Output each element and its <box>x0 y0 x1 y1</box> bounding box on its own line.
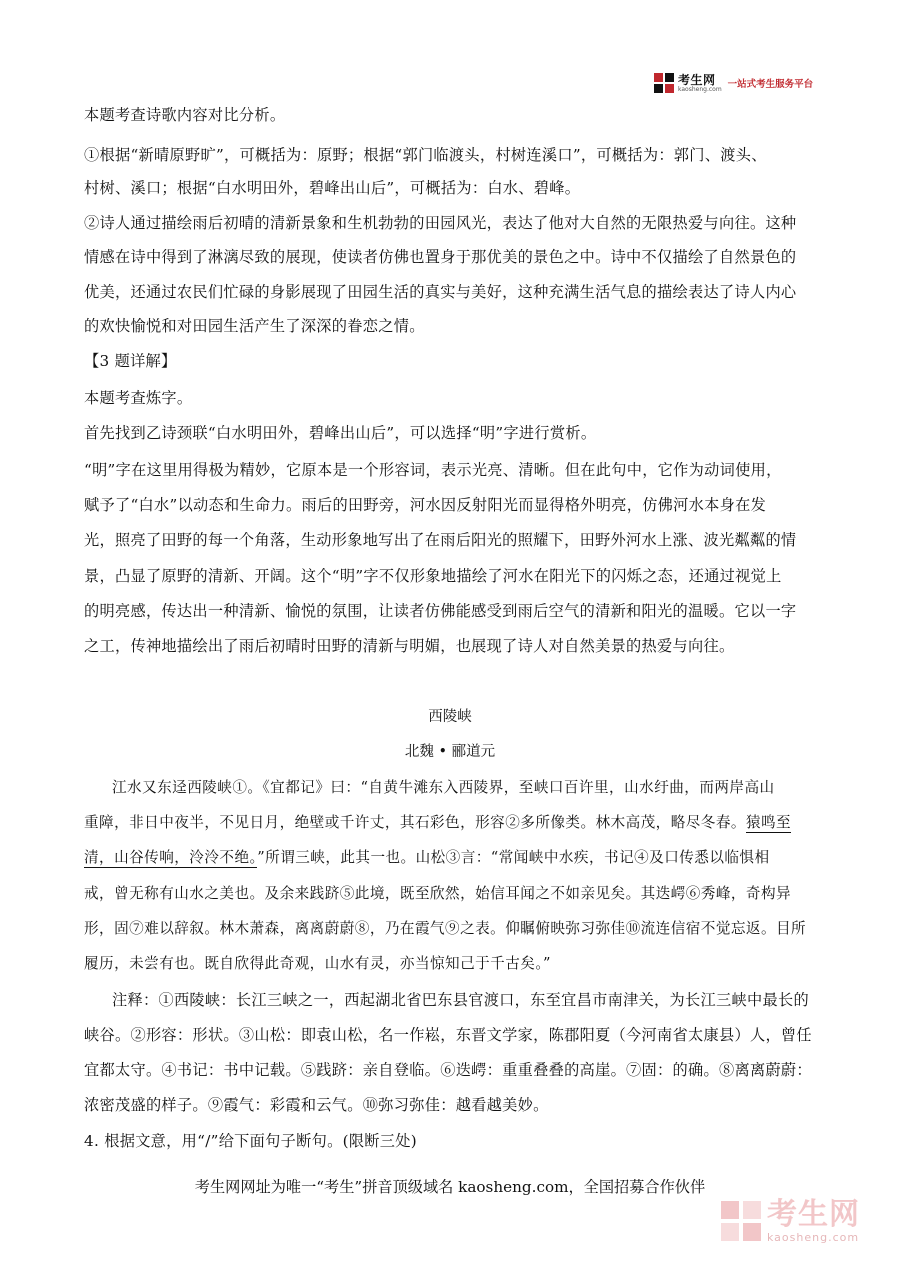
paragraph-line: 赋予了“白水”以动态和生命力。雨后的田野旁，河水因反射阳光而显得格外明亮，仿佛河水本身在发 <box>84 496 767 514</box>
passage-text: 重障，非日中夜半，不见日月，绝壁或千许丈，其石彩色，形容②多所像类。林木高茂，略尽冬春。 <box>84 814 746 831</box>
section-heading: 【3 题详解】 <box>84 352 177 370</box>
paragraph-line: ②诗人通过描绘雨后初晴的清新景象和生机勃勃的田园风光，表达了他对大自然的无限热爱与向往。这种 <box>84 214 797 232</box>
watermark-url: kaosheng.com <box>767 1230 860 1244</box>
passage-author: 北魏 • 郦道元 <box>404 744 496 760</box>
underlined-text: 清，山谷传响，泠泠不绝。 <box>84 849 258 866</box>
notes-line: 注释：①西陵峡：长江三峡之一，西起湖北省巴东县官渡口，东至宜昌市南津关，为长江三峡中最长的 <box>112 991 809 1009</box>
footer-text: 考生网网址为唯一“考生”拼音顶级域名 kaosheng.com，全国招募合作伙伴 <box>194 1178 706 1196</box>
logo-url: kaosheng.com <box>678 85 722 93</box>
paragraph-line: 的欢快愉悦和对田园生活产生了深深的眷恋之情。 <box>84 317 425 335</box>
passage-line: 戒，曾无称有山水之美也。及余来践跻⑤此境，既至欣然，始信耳闻之不如亲见矣。其迭崿⑥秀峰，奇构异 <box>84 885 792 902</box>
paragraph-line: 本题考查诗歌内容对比分析。 <box>84 106 286 124</box>
paragraph-line: “明”字在这里用得极为精妙，它原本是一个形容词，表示光亮、清晰。但在此句中，它作为动词使用， <box>84 461 782 479</box>
watermark <box>719 1196 860 1244</box>
passage-line <box>84 848 770 868</box>
notes-line: 峡谷。②形容：形状。③山松：即袁山松，名一作崧，东晋文学家，陈郡阳夏（今河南省太康县）人，曾任 <box>84 1026 812 1044</box>
paragraph-line: 之工，传神地描绘出了雨后初晴时田野的清新与明媚，也展现了诗人对自然美景的热爱与向往。 <box>84 637 735 655</box>
kaosheng-logo-icon <box>653 72 675 94</box>
watermark-name: 考生网 <box>767 1196 860 1232</box>
logo-name: 考生网 <box>678 72 716 87</box>
paragraph-line: 优美，还通过农民们忙碌的身影展现了田园生活的真实与美好，这种充满生活气息的描绘表达了诗人内心 <box>84 283 797 301</box>
watermark-logo-icon <box>719 1199 763 1243</box>
underlined-text: 猿鸣至 <box>745 814 792 831</box>
passage-line: 形，固⑦难以辞叙。林木萧森，离离蔚蔚⑧，乃在霞气⑨之表。仰瞩俯映弥习弥佳⑩流连信宿不觉忘返。目所 <box>84 920 807 937</box>
logo-slogan: 一站式考生服务平台 <box>727 79 814 90</box>
notes-line: 浓密茂盛的样子。⑨霞气：彩霞和云气。⑩弥习弥佳：越看越美妙。 <box>84 1096 549 1114</box>
paragraph-line: 的明亮感，传达出一种清新、愉悦的氛围，让读者仿佛能感受到雨后空气的清新和阳光的温暖。它以一字 <box>84 602 797 620</box>
passage-line: 江水又东迳西陵峡①。《宜都记》曰：“自黄牛滩东入西陵界，至峡口百许里，山水纡曲，而两岸高山 <box>112 779 775 796</box>
paragraph-line: 村树、溪口；根据“白水明田外，碧峰出山后”，可概括为：白水、碧峰。 <box>84 179 581 197</box>
question-4: 4. 根据文意，用“/”给下面句子断句。(限断三处) <box>84 1132 417 1150</box>
paragraph-line: ①根据“新晴原野旷”，可概括为：原野；根据“郭门临渡头，村树连溪口”，可概括为：郭门、渡头、 <box>84 146 767 164</box>
notes-line: 宜都太守。④书记：书中记载。⑤践跻：亲自登临。⑥迭崿：重重叠叠的高崖。⑦固：的确。⑧离离蔚蔚： <box>84 1061 812 1079</box>
passage-line: 履历，未尝有也。既自欣得此奇观，山水有灵，亦当惊知己于千古矣。” <box>84 955 551 972</box>
paragraph-line: 情感在诗中得到了淋漓尽致的展现，使读者仿佛也置身于那优美的景色之中。诗中不仅描绘了自然景色的 <box>84 248 797 266</box>
paragraph-line: 光，照亮了田野的每一个角落，生动形象地写出了在雨后阳光的照耀下，田野外河水上涨、波光粼粼的情 <box>84 531 797 549</box>
header-logo[interactable] <box>653 70 813 96</box>
passage-text: ”所谓三峡，此其一也。山松③言：“常闻峡中水疾，书记④及口传悉以临惧相 <box>257 849 770 866</box>
paragraph-line: 本题考查炼字。 <box>84 389 193 407</box>
paragraph-line: 景，凸显了原野的清新、开阔。这个“明”字不仅形象地描绘了河水在阳光下的闪烁之态，还通过视觉上 <box>84 567 782 585</box>
passage-line <box>84 813 791 833</box>
passage-title: 西陵峡 <box>428 709 472 725</box>
paragraph-line: 首先找到乙诗颈联“白水明田外，碧峰出山后”，可以选择“明”字进行赏析。 <box>84 424 597 442</box>
